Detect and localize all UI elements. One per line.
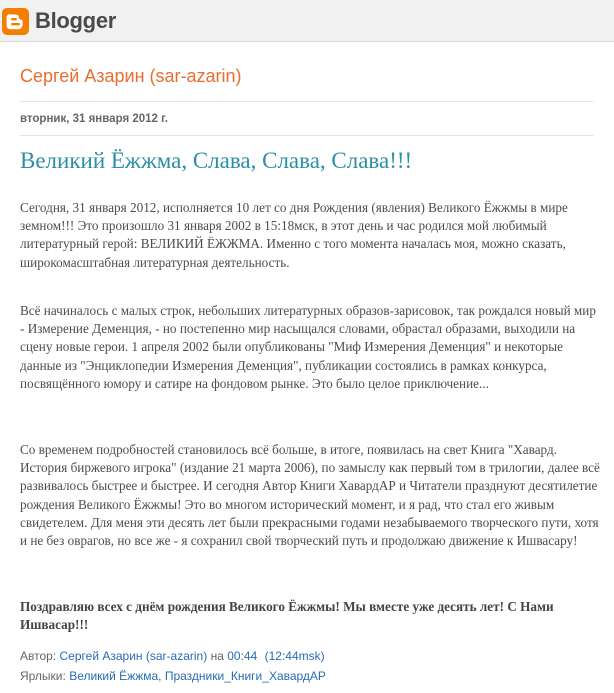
post-author-line	[20, 649, 325, 663]
post-title: Великий Ёжжма, Слава, Слава, Слава!!!	[20, 148, 413, 173]
post-time-link[interactable]: 00:44	[227, 649, 258, 663]
author-link[interactable]: Сергей Азарин (sar-azarin)	[59, 649, 208, 663]
author-prefix: Автор:	[20, 649, 57, 663]
post-paragraph: Сегодня, 31 января 2012, исполняется 10 лет со дня Рождения (явления) Великого Ёжжмы в мире земном!!! Это произошло 31 января 2002 в 15:18мск, в этот день и час родился мой любимый литературный герой: ВЕЛИКИЙ ЁЖЖМА. Именно с того момента началась моя, можно сказать, широкомасштабная литературная деятельность.	[20, 200, 568, 270]
divider	[20, 135, 594, 136]
blogger-b-icon	[2, 8, 29, 35]
at-word: на	[210, 649, 224, 663]
label-link[interactable]: Праздники_Книги_ХавардАР	[164, 669, 326, 683]
blogger-navbar	[0, 0, 614, 42]
blog-title-link[interactable]: Сергей Азарин (sar-azarin)	[20, 66, 242, 86]
label-separator: ,	[158, 669, 165, 683]
post-paragraph: Со временем подробностей становилось всё больше, в итоге, появилась на свет Книга "Хавард. История биржевого игрока" (издание 21 марта 2006), по замыслу как первый том в трилогии, далее всё развивалось быстрее и быстрее. И сегодня Автор Книги ХавардАР и Читатели празднуют десятилетие рождения Великого Ёжжмы! Это во многом исторический момент, и я рад, что стал его живым свидетелем. Для меня эти десять лет были прекрасными годами незабываемого творческого пути, хотя и не без оврагов, но все же - я сохранил свой творческий путь и продолжаю движение к Ишвасару!	[20, 442, 600, 549]
post-time-msk: (12:44msk)	[264, 649, 325, 663]
labels-prefix: Ярлыки:	[20, 669, 66, 683]
post-labels-line	[20, 669, 326, 683]
blogger-wordmark: Blogger	[35, 8, 117, 33]
post-paragraph: Всё начиналось с малых строк, небольших литературных образов-зарисовок, так рождался новый мир - Измерение Деменция, - но постепенно мир насыщался словами, обрастал образами, выходили на сцену новые герои. 1 апреля 2002 были опубликованы "Миф Измерения Деменция" и некоторые данные из "Энциклопедии Измерения Деменция", публикации состоялись в рамках конкурса, посвящённого юмору и сатире на фондовом рынке. Это было целое приключение...	[20, 303, 596, 391]
divider	[20, 101, 594, 102]
post-greeting: Поздравляю всех с днём рождения Великого Ёжжмы! Мы вместе уже десять лет! С Нами Ишвасар!!!	[20, 599, 554, 633]
label-link[interactable]: Великий Ёжжма	[69, 669, 159, 683]
post-date: вторник, 31 января 2012 г.	[20, 113, 168, 125]
blogger-logo[interactable]	[2, 6, 116, 36]
